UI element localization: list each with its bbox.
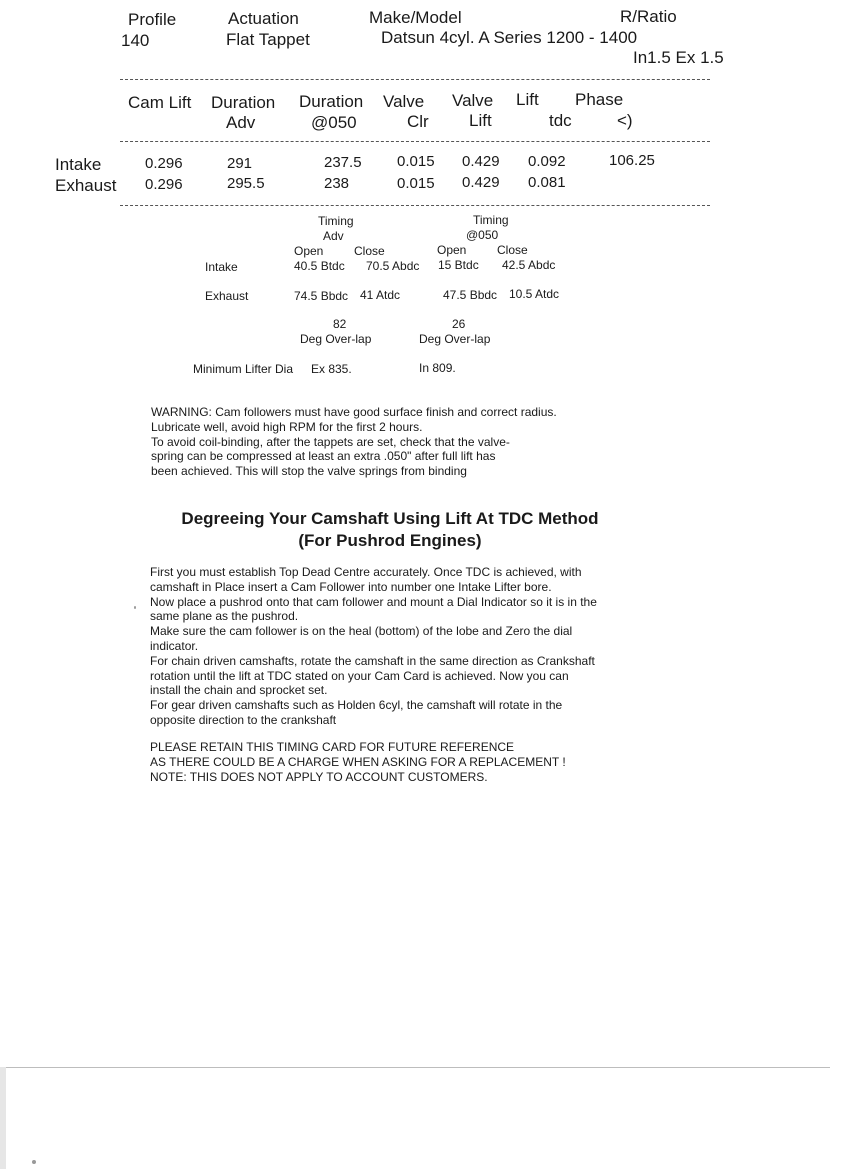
timing-exhaust-label: Exhaust — [205, 289, 249, 303]
timing-050-title: Timing — [473, 213, 509, 227]
open-label: Open — [437, 243, 467, 257]
instruction-line: indicator. — [150, 638, 199, 653]
scan-edge-shadow — [0, 1067, 6, 1169]
table-cell: 106.25 — [609, 152, 655, 169]
make-model-label: Make/Model — [369, 8, 462, 27]
table-cell: 0.429 — [462, 174, 500, 191]
col-header-duration-050-sub: @050 — [311, 113, 357, 132]
table-cell: 0.015 — [397, 175, 435, 192]
col-header-valve-lift: Valve — [452, 91, 494, 110]
intake-adv-open: 40.5 Btdc — [294, 259, 345, 273]
instruction-line: First you must establish Top Dead Centre accurately. Once TDC is achieved, with — [150, 565, 582, 579]
warning-line: been achieved. This will stop the valve springs from binding — [151, 464, 467, 479]
profile-label: Profile — [128, 10, 177, 29]
make-model-value: Datsun 4cyl. A Series 1200 - 1400 — [381, 28, 638, 47]
col-header-duration-adv: Duration — [211, 93, 276, 112]
instruction-line: install the chain and sprocket set. — [150, 683, 328, 698]
open-label: Open — [294, 244, 324, 258]
intake-050-open: 15 Btdc — [438, 258, 479, 272]
table-cell: 237.5 — [324, 154, 362, 171]
rocker-ratio-label: R/Ratio — [620, 7, 677, 26]
rocker-ratio-value: In1.5 Ex 1.5 — [633, 48, 724, 67]
overlap-050-value: 26 — [452, 317, 466, 331]
scan-speck — [32, 1160, 36, 1164]
col-header-cam-lift: Cam Lift — [128, 93, 192, 112]
section-subtitle-line: (For Pushrod Engines) — [298, 531, 482, 550]
timing-adv-subtitle: Adv — [323, 229, 344, 243]
min-lifter-ex: Ex 835. — [311, 362, 352, 376]
col-header-lift-tdc: Lift — [516, 90, 539, 109]
timing-intake-label: Intake — [205, 260, 238, 274]
min-lifter-label: Minimum Lifter Dia — [193, 362, 294, 376]
row-label-intake: Intake — [55, 155, 102, 174]
timing-050-subtitle: @050 — [466, 228, 499, 242]
table-cell: 0.081 — [528, 174, 566, 191]
section-title-line: Degreeing Your Camshaft Using Lift At TDC Method — [181, 509, 599, 528]
instruction-line: opposite direction to the crankshaft — [150, 712, 337, 727]
table-cell: 295.5 — [227, 175, 265, 192]
intake-adv-close: 70.5 Abdc — [366, 259, 420, 273]
col-header-lift-tdc-sub: tdc — [549, 111, 572, 130]
table-cell: 0.429 — [462, 153, 500, 170]
overlap-adv-value: 82 — [333, 317, 347, 331]
notice-text — [150, 740, 566, 784]
instruction-line: rotation until the lift at TDC stated on your Cam Card is achieved. Now you can — [150, 668, 569, 683]
col-header-valve-clr: Valve — [383, 92, 425, 111]
instructions-text — [150, 565, 597, 728]
section-title — [150, 508, 630, 552]
intake-050-close: 42.5 Abdc — [502, 258, 556, 272]
table-cell: 0.296 — [145, 176, 183, 193]
divider — [120, 141, 710, 142]
table-cell: 238 — [324, 175, 350, 192]
row-label-exhaust: Exhaust — [55, 176, 117, 195]
close-label: Close — [497, 243, 528, 257]
scan-edge-line — [0, 1067, 830, 1068]
instruction-line: Now place a pushrod onto that cam follower and mount a Dial Indicator so it is in the — [150, 594, 597, 609]
col-header-valve-lift-sub: Lift — [469, 111, 492, 130]
notice-line: AS THERE COULD BE A CHARGE WHEN ASKING FOR A REPLACEMENT ! — [150, 754, 566, 769]
divider — [120, 79, 710, 80]
instruction-line: Make sure the cam follower is on the heal (bottom) of the lobe and Zero the dial — [150, 624, 573, 639]
notice-line: PLEASE RETAIN THIS TIMING CARD FOR FUTURE REFERENCE — [150, 740, 515, 754]
warning-text — [151, 405, 557, 479]
actuation-label: Actuation — [228, 9, 299, 28]
col-header-phase-sub: <) — [617, 111, 633, 130]
instruction-line: For chain driven camshafts, rotate the camshaft in the same direction as Crankshaft — [150, 653, 595, 668]
notice-line: NOTE: THIS DOES NOT APPLY TO ACCOUNT CUSTOMERS. — [150, 769, 488, 784]
col-header-phase: Phase — [575, 90, 624, 109]
warning-line: Lubricate well, avoid high RPM for the first 2 hours. — [151, 419, 423, 434]
overlap-050-label: Deg Over-lap — [419, 332, 491, 346]
exhaust-050-open: 47.5 Bbdc — [443, 288, 498, 302]
instruction-line: For gear driven camshafts such as Holden 6cyl, the camshaft will rotate in the — [150, 698, 563, 713]
table-cell: 0.015 — [397, 153, 435, 170]
col-header-duration-050: Duration — [299, 92, 364, 111]
exhaust-adv-close: 41 Atdc — [360, 288, 401, 302]
warning-line: WARNING: Cam followers must have good surface finish and correct radius. — [151, 405, 557, 419]
scan-speck — [134, 606, 136, 609]
exhaust-050-close: 10.5 Atdc — [509, 287, 560, 301]
instruction-line: camshaft in Place insert a Cam Follower into number one Intake Lifter bore. — [150, 579, 552, 594]
profile-value: 140 — [121, 31, 150, 50]
table-cell: 291 — [227, 155, 253, 172]
actuation-value: Flat Tappet — [226, 30, 310, 49]
col-header-valve-clr-sub: Clr — [407, 112, 429, 131]
min-lifter-in: In 809. — [419, 361, 456, 375]
table-cell: 0.092 — [528, 153, 566, 170]
exhaust-adv-open: 74.5 Bbdc — [294, 289, 349, 303]
warning-line: spring can be compressed at least an extra .050" after full lift has — [151, 449, 496, 464]
overlap-adv-label: Deg Over-lap — [300, 332, 372, 346]
table-cell: 0.296 — [145, 155, 183, 172]
instruction-line: same plane as the pushrod. — [150, 609, 299, 624]
divider — [120, 205, 710, 206]
warning-line: To avoid coil-binding, after the tappets are set, check that the valve- — [151, 434, 510, 449]
col-header-duration-adv-sub: Adv — [226, 113, 256, 132]
timing-adv-title: Timing — [318, 214, 354, 228]
close-label: Close — [354, 244, 385, 258]
